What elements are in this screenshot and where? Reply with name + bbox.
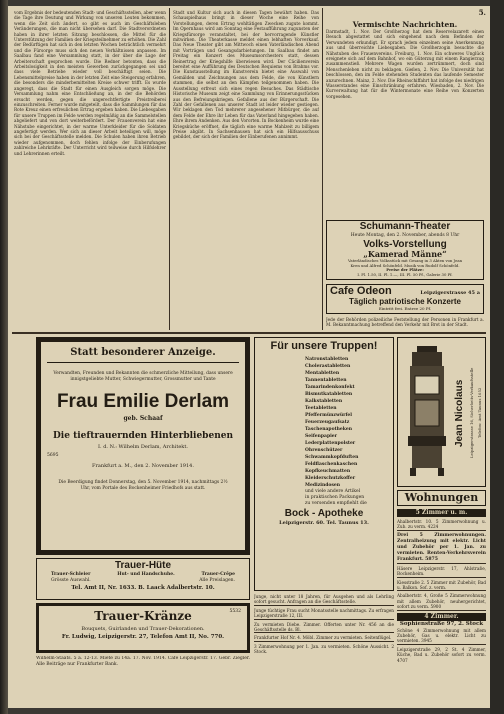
truppen-item: Bismutkatabletten bbox=[305, 392, 353, 397]
truppen-item: Seifenpapier bbox=[305, 434, 338, 439]
ad-sub: Heute Montag, den 2. November, abends 8 Uhr bbox=[350, 233, 460, 238]
truppen-list bbox=[255, 356, 393, 489]
hute-left: Trauer-Schleier bbox=[51, 572, 91, 577]
code-row bbox=[47, 453, 239, 463]
truppen-item: Kalkstabletten bbox=[305, 399, 343, 404]
truppen-title: Für unsere Truppen! bbox=[270, 340, 378, 352]
kranze-title: Trauer-Kränze bbox=[94, 609, 192, 623]
column-divider bbox=[322, 8, 323, 330]
kranze-code: 5532 bbox=[229, 609, 241, 614]
wohnungen-section bbox=[397, 490, 486, 704]
hute-footer: Tel. Amt II, Nr. 1633. B. Laack Adalbertstr. 10. bbox=[71, 585, 215, 591]
hute-left: Grösste Auswahl. bbox=[51, 578, 91, 583]
death-notice bbox=[36, 337, 250, 555]
wohnung-ad: Kiesstraße 2. 5 Zimmer mit Zubehör, Bad u. Balkon. Sof. z. verm. bbox=[397, 579, 486, 591]
wohnung-ad: Ahalbertstr. 10. 5 Zimmerwohnung u. Zub. zu verm. 4224 bbox=[397, 519, 486, 530]
death-notice-intro: Verwandten, Freunden und Bekannten die schmerzliche Mitteilung, dass unsere innigstgeliebte Mutter, Schwiegermutter, Grossmutter und Tante bbox=[53, 371, 233, 382]
article-column-1: vom Ergebnis der bedeutenden Stadt- und Geschäftsstellen, aber wenn die Tage ihre Deutung und Wirkung von unseren Leuten bekommen, wenn die Zeit sich ändert, so gibt es auch im Geschäftsleben Veränderungen, die man nicht übersehen darf. Die Stadtverordneten haben in ihrer letzten Sitzung beschlossen, die Mittel für die Unterstützung der Familien der Kriegsteilnehmer zu erhöhen. Die Zahl der Bedürftigen hat sich in den letzten Wochen beträchtlich vermehrt und die Fürsorge muss sich den neuen Verhältnissen anpassen. Im Saalbau fand eine Versammlung statt, in der über die Lage der Arbeiterschaft gesprochen wurde. Die Redner betonten, dass die Arbeitslosigkeit in den meisten Gewerben zurückgegangen sei und dass viele Betriebe wieder voll beschäftigt seien. Die Lebensmittelpreise haben in der letzten Zeit eine Steigerung erfahren, die besonders die minderbemittelten Kreise schwer trifft. Es wurde angeregt, dass die Stadt für einen Ausgleich sorgen möge. Die Versammlung nahm eine Entschließung an, in der die Behörden ersucht werden, gegen die ungerechtfertigte Preistreiberei einzuschreiten. Ferner wurde mitgeteilt, dass die Sammlungen für das Rote Kreuz einen erfreulichen Ertrag ergeben haben. Die Liebesgaben für unsere Truppen im Felde werden regelmäßig an die Sammelstellen abgeliefert und von dort weiterbefördert. Der Frauenverein hat eine Nähstube eingerichtet, in der warme Unterkleider für die Soldaten angefertigt werden. Wer sich an dieser Arbeit beteiligen will, möge sich bei der Geschäftsstelle melden. Die Schulen haben ihren Betrieb wieder aufgenommen, doch fehlen infolge der Einberufungen zahlreiche Lehrkräfte. Der Unterricht wird teilweise durch Hilfslehrer und Lehrerinnen erteilt. bbox=[14, 10, 166, 156]
hute-right: Trauer-Crêpe bbox=[201, 572, 235, 577]
wohnungen-category: 4 Zimmer. bbox=[397, 613, 486, 621]
book-binding bbox=[0, 0, 8, 714]
ad-line: Kren und Alfred Schönfeld. Musik von Rudolf Schönfeld. bbox=[350, 262, 460, 268]
rule bbox=[47, 362, 239, 363]
wohnung-ad-large: Drei 5 Zimmerwohnungen. Zentralheizung mit elektr. Licht und Zubehör per 1. Jan. zu vermieten. Renten-Verkehrsverein Frankfurt. 5875 bbox=[397, 532, 486, 562]
ad-title: Schumann-Theater bbox=[359, 221, 451, 232]
hute-title: Trauer-Hüte bbox=[114, 560, 172, 571]
wohnung-ad: Leipzigerstraße 29, 2 St. 4 Zimmer, Küche, Bad u. Zubehör sofort zu verm. 4707 bbox=[397, 646, 486, 663]
truppen-item: Ohrenschützer bbox=[305, 448, 343, 453]
classifieds-middle bbox=[254, 594, 394, 704]
truppen-item: Tannentabletten bbox=[305, 378, 347, 383]
newspaper-page bbox=[8, 6, 490, 708]
classified-ad: Junge, nicht unter 18 Jahren, für Ausgehen und als Lehrling sofort gesucht. Anfragen an die Geschäftsstelle. bbox=[254, 594, 394, 605]
small-note: Jede der Behörden polizeiliche Feststellung der Personen in Frankfurt a. M. Bekanntmachung betreffend den Verkehr mit Brot in der Stadt. bbox=[326, 317, 484, 328]
cafe-note: Eintritt frei. Entree 20 Pf. bbox=[378, 306, 432, 311]
cafe-header bbox=[327, 285, 483, 297]
truppen-item: Lederplattenpolster bbox=[305, 441, 356, 446]
truppen-address: Leipzigerstr. 60. Tel. Taunus 13. bbox=[279, 520, 369, 526]
truppen-item: Taschenapotheken bbox=[305, 427, 353, 432]
truppen-item: Kleiderschutzkoffer bbox=[305, 476, 356, 481]
nicolaus-line1: Leipzigerstrasse 16, Sicherheits-Verkaufsstelle bbox=[469, 367, 474, 459]
trauer-kranze-ad bbox=[36, 603, 250, 653]
hute-mid: Hut- und Handschuhe. bbox=[117, 572, 175, 577]
ad-code: 5695 bbox=[47, 453, 59, 458]
truppen-footer-3: zu versenden empfiehlt die bbox=[305, 501, 367, 506]
mourners-heading: Die tieftrauernden Hinterbliebenen bbox=[52, 431, 234, 441]
hute-right: Alle Preislagen. bbox=[199, 578, 235, 583]
nicolaus-ad bbox=[397, 337, 486, 487]
column-divider bbox=[169, 8, 170, 330]
ad-headline: Volks-Vorstellung bbox=[363, 239, 447, 250]
truppen-item: Tamarindenkonfekt bbox=[305, 385, 355, 390]
ad-line: Vaterländisches Volksstück mit Gesang in 3 Akten von Jean bbox=[347, 258, 463, 263]
cafe-odeon-ad bbox=[326, 284, 484, 314]
wohnung-ad-heading: Sophienstraße 97, 2. Stock bbox=[399, 620, 484, 627]
trauer-hute-ad bbox=[36, 558, 250, 600]
deceased-name: Frau Emilie Derlam bbox=[56, 391, 230, 412]
truppen-item: Teetabletten bbox=[305, 406, 337, 411]
wohnung-ad: Schöne 4 Zimmerwohnung mit allem Zubehör, Gas u. elektr. Licht zu vermieten. 3945 bbox=[397, 627, 486, 644]
classified-ad: Frankfurter Hof Nr. 4. Möbl. Zimmer zu vermieten. Seitenflügel. bbox=[254, 635, 394, 641]
truppen-item: Kopfkeuchmatten bbox=[305, 469, 351, 474]
col3-heading: Vermischte Nachrichten. bbox=[352, 20, 458, 29]
page-number: 5. bbox=[478, 8, 486, 17]
truppen-footer-2: in praktischen Packungen bbox=[305, 495, 365, 500]
ad-line: Preise der Plätze: bbox=[386, 267, 424, 273]
classified-ad: 3 Zimmerwohnung per 1. Jan. zu vermieten. Schöne Aussicht. 2 Stock. bbox=[254, 643, 394, 655]
classified-ad: Junge tüchtige Frau sucht Monatsstelle nachmittags. Zu erfragen Leipzigerstraße 12, III. bbox=[254, 607, 394, 619]
truppen-item: Feldflaschenkaschen bbox=[305, 462, 358, 467]
article-column-2: Stadt und Kultur sich auch in diesen Tagen bewährt haben. Das Schauspielhaus bringt in dieser Woche eine Reihe von Vorstellungen, deren Ertrag wohltätigen Zwecken zugute kommt. Im Opernhaus wird am Sonntag eine Festaufführung zugunsten der Kriegsfürsorge veranstaltet, bei der hervorragende Künstler mitwirken. Die Theaterkasse meldet einen lebhaften Vorverkauf. Das Neue Theater gibt am Mittwoch einen Vaterländischen Abend mit Vorträgen und Gesangsdarbietungen. Im Saalbau findet am Freitag ein Konzert des Museumsorchesters statt, dessen Reinertrag der Kriegshilfe überwiesen wird. Der Cäcilienverein bereitet eine Aufführung des Deutschen Requiems von Brahms vor. Die Kunstausstellung im Kunstverein bietet eine Auswahl von Gemälden und Zeichnungen aus dem Felde, die von Künstlern stammen, die selbst an den Kämpfen teilgenommen haben. Die Ausstellung erfreut sich eines regen Besuches. Das Städtische Historische Museum zeigt eine Sammlung von Erinnerungsstücken aus den Befreiungskriegen. Gefallene aus der Bürgerschaft. Die Zahl der Gefallenen aus unserer Stadt ist leider wieder gestiegen. Wir beklagen den Tod mehrerer angesehener Mitbürger, die auf dem Felde der Ehre ihr Leben für das Vaterland hingegeben haben. Ehre ihrem Andenken. Aus den Vororten. In Bockenheim wurde eine Kriegsküche eröffnet, die täglich eine warme Mahlzeit zu billigem Preise abgibt. In Sachsenhausen hat sich ein Hilfsausschuss gebildet, der sich der Familien der Einberufenen annimmt. bbox=[173, 10, 319, 140]
article-column-3: Darmstadt, 1. Nov. Der Großherzog hat dem Reservelazarett einen Besuch abgestattet und sich eingehend nach dem Befinden der Verwundeten erkundigt. Er sprach jedem einzelnen seine Anerkennung aus und überreichte Liebesgaben. Die Großherzogin besuchte die Nähstuben des Frauenvereins. Freiburg, 1. Nov. Ein schweres Unglück ereignete sich auf dem Bahnhof, wo ein Güterzug mit einem Rangierzug zusammenstieß. Mehrere Wagen wurden zertrümmert, doch sind Menschenleben nicht zu beklagen. Gießen, 2. Nov. Die Universität hat beschlossen, den im Felde stehenden Studenten das laufende Semester anzurechnen. Mainz, 2. Nov. Die Rheinschiffahrt hat infolge des niedrigen Wasserstandes eine Einschränkung erfahren. Wiesbaden, 2. Nov. Die Kurverwaltung hat für die Wintermonate eine Reihe von Konzerten vorgesehen. bbox=[326, 29, 484, 99]
deceased-born: geb. Schaaf bbox=[123, 415, 163, 422]
ad-play: „Kamerad Männe“ bbox=[363, 249, 447, 259]
stove-illustration bbox=[402, 342, 452, 482]
mourners: I. d. N.: Wilhelm Derlam, Architekt. bbox=[98, 444, 188, 450]
bottom-strip: Wilhelm-Staats. 5 a. 12-13. Miete zu 14a. 17. Nov. 1914. Cafe Leipzigerstr. 17. Gebr. Ziegler. Alle Beiträge nur Frankfurter Bank. bbox=[36, 656, 250, 667]
cafe-title: Cafe Odeon bbox=[330, 285, 392, 297]
wohnung-ad: Häsere Leipzigerstr. 17, Ahlstraße, Bockenheim. bbox=[397, 565, 486, 577]
nicolaus-line2: Telefon: Amt Taunus 1052 bbox=[477, 387, 482, 439]
cafe-headline: Täglich patriotische Konzerte bbox=[348, 297, 462, 306]
death-notice-header: Statt besonderer Anzeige. bbox=[70, 347, 216, 358]
truppen-item: Feuerzeugaufsatz bbox=[305, 420, 350, 425]
truppen-footer-1: und viele andere Artikel bbox=[305, 489, 361, 494]
truppen-item: Pfeffermünzwürfel bbox=[305, 413, 352, 418]
truppen-ad bbox=[254, 337, 394, 591]
classified-ad: Zu vermieten Diebe. Zimmer. Offerten unter Nr. 456 an die Geschäftsstelle ds. Bl. bbox=[254, 621, 394, 633]
truppen-item: Cholerastabletten bbox=[305, 364, 351, 369]
truppen-footer bbox=[255, 489, 393, 507]
truppen-item: Schwammkopfduften bbox=[305, 455, 359, 460]
section-divider bbox=[12, 332, 486, 334]
kranze-line2: Fr. Ludwig, Leipzigerstr. 27, Telefon Amt II, No. 770. bbox=[61, 634, 225, 640]
truppen-item: Mentabletten bbox=[305, 371, 340, 376]
place-date: Frankfurt a. M., den 2. November 1914. bbox=[92, 463, 194, 469]
ad-line: I. Pl. 1.50, II. Pl. 1.—, III. Pl. 50 Pf., Galerie 30 Pf. bbox=[357, 271, 453, 277]
page-edge bbox=[490, 0, 504, 714]
wohnungen-title: Wohnungen bbox=[397, 490, 486, 506]
wohnung-ad: Abalbertstr. 4, Große 5 Zimmerwohnung mit allem Zubehör, neuhergerichtet, sofort zu verm. 5900 bbox=[397, 593, 486, 610]
funeral-info: Die Beerdigung findet Donnerstag, den 5. November 1914, nachmittags 2½ Uhr, vom Portale des Bockenheimer Friedhofs aus statt. bbox=[58, 480, 228, 491]
truppen-item: Medizindosen bbox=[305, 483, 341, 488]
cafe-address: Leipzigerstrasse 45 a bbox=[420, 290, 480, 296]
truppen-item: Natronstabletten bbox=[305, 357, 349, 362]
col3-block bbox=[326, 20, 484, 181]
nicolaus-name: Jean Nicolaus bbox=[454, 379, 465, 447]
kranze-line1: Bouquets, Guirlanden und Trauer-Dekorationen. bbox=[81, 626, 205, 632]
schumann-theater-ad bbox=[326, 220, 484, 280]
wohnungen-category: 5 Zimmer u. m. bbox=[397, 509, 486, 517]
truppen-company: Bock - Apotheke bbox=[284, 508, 364, 519]
